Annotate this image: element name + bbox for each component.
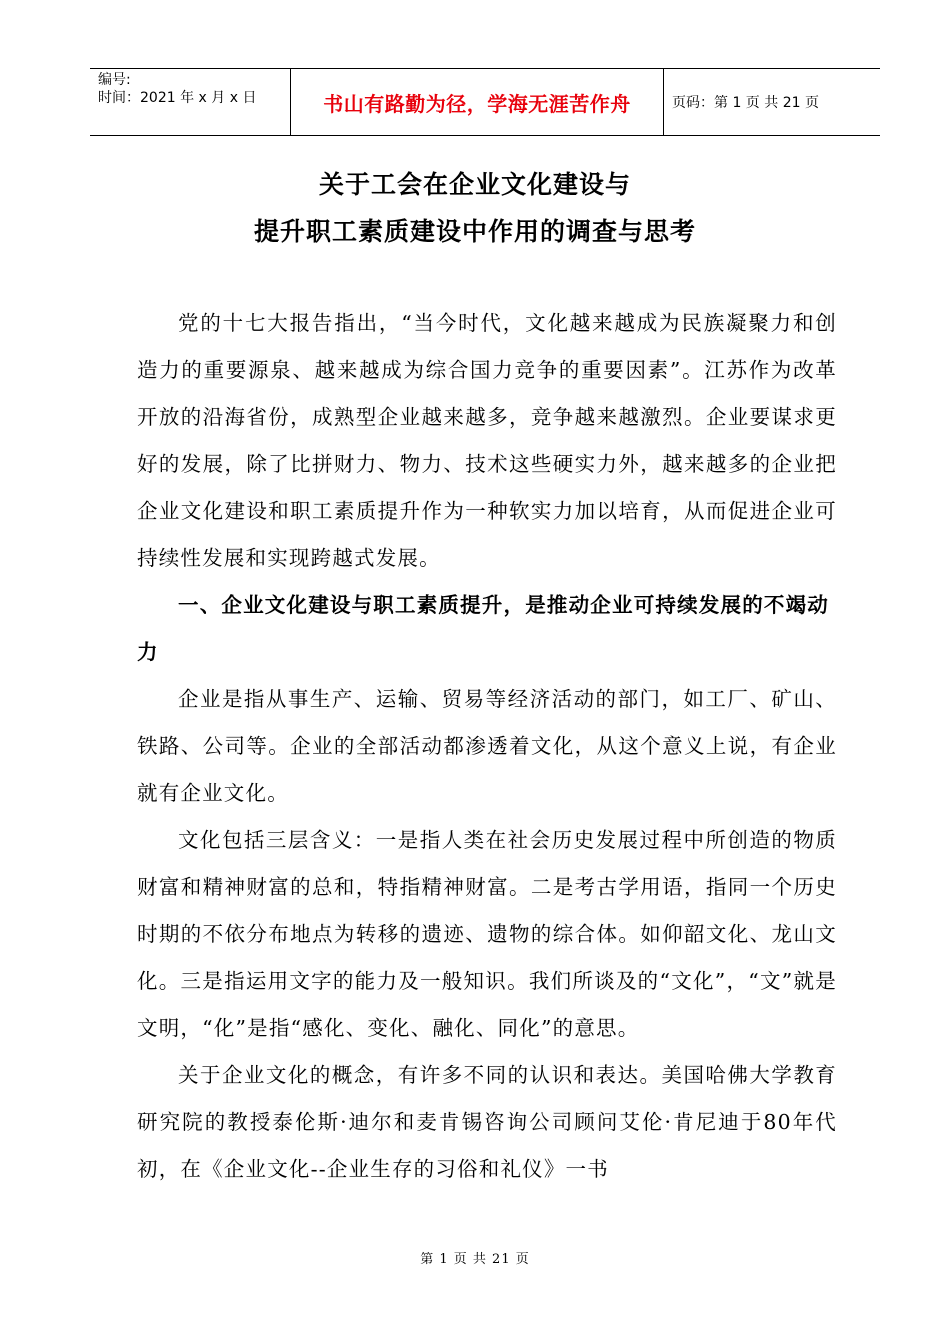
document-number-label: 编号: (98, 72, 131, 88)
header-motto: 书山有路勤为径，学海无涯苦作舟 (291, 69, 664, 135)
paragraph-culture-meanings: 文化包括三层含义：一是指人类在社会历史发展过程中所创造的物质财富和精神财富的总和，特指精神财富。二是考古学用语，指同一个历史时期的不依分布地点为转移的遗迹、遗物的综合体。如仰韶文化、龙山文化。三是指运用文字的能力及一般知识。我们所谈及的“文化”，“文”就是文明，“化”是指“感化、变化、融化、同化”的意思。 (137, 828, 837, 1040)
document-time-label: 时间：2021 年 x 月 x 日 (98, 90, 257, 106)
document-body (137, 300, 837, 1193)
document-header (90, 68, 880, 136)
header-meta (90, 69, 291, 135)
paragraph-intro: 党的十七大报告指出，“当今时代，文化越来越成为民族凝聚力和创造力的重要源泉、越来越成为综合国力竞争的重要因素”。江苏作为改革开放的沿海省份，成熟型企业越来越多，竞争越来越激烈。企业要谋求更好的发展，除了比拼财力、物力、技术这些硬实力外，越来越多的企业把企业文化建设和职工素质提升作为一种软实力加以培育，从而促进企业可持续性发展和实现跨越式发展。 (137, 311, 837, 570)
paragraph-enterprise-definition: 企业是指从事生产、运输、贸易等经济活动的部门，如工厂、矿山、铁路、公司等。企业的全部活动都渗透着文化，从这个意义上说，有企业就有企业文化。 (137, 687, 837, 805)
header-page-number: 页码：第 1 页 共 21 页 (672, 95, 819, 111)
section-heading-1: 一、企业文化建设与职工素质提升，是推动企业可持续发展的不竭动力 (137, 593, 829, 664)
page-footer: 第 1 页 共 21 页 (420, 1252, 530, 1267)
document-title-line-1: 关于工会在企业文化建设与 (318, 170, 631, 199)
document-title-line-2: 提升职工素质建设中作用的调查与思考 (253, 217, 696, 246)
paragraph-corporate-culture-concept: 关于企业文化的概念，有许多不同的认识和表达。美国哈佛大学教育研究院的教授泰伦斯·迪尔和麦肯锡咨询公司顾问艾伦·肯尼迪于80年代初，在《企业文化--企业生存的习俗和礼仪》一书 (137, 1063, 837, 1181)
